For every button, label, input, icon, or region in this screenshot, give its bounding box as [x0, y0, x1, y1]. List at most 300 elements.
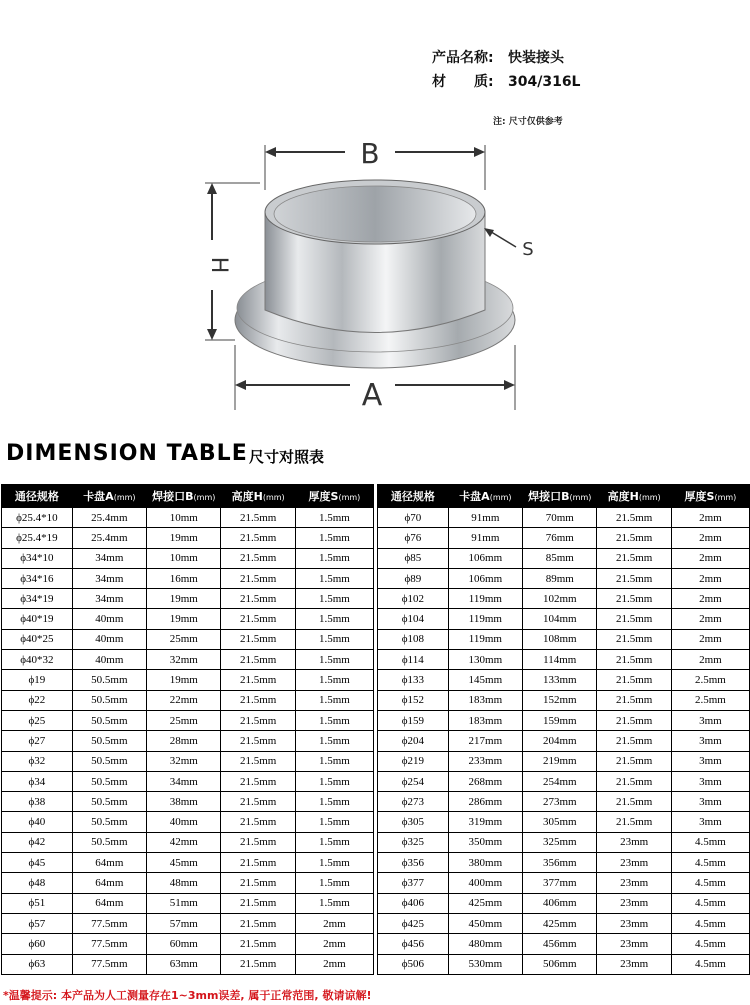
table-cell: 34mm	[72, 589, 146, 609]
table-cell: 19mm	[147, 589, 221, 609]
table-cell: 1.5mm	[295, 832, 373, 852]
table-cell: 77.5mm	[72, 913, 146, 933]
material-value: 304/316L	[508, 74, 581, 90]
table-row	[378, 913, 750, 933]
table-cell: 1.5mm	[295, 751, 373, 771]
table-cell: 108mm	[523, 629, 597, 649]
table-cell: 21.5mm	[221, 568, 295, 588]
table-cell: 102mm	[523, 589, 597, 609]
table-cell: ϕ377	[378, 873, 449, 893]
table-cell: 23mm	[597, 954, 671, 974]
table-cell: 64mm	[72, 853, 146, 873]
table-cell: 3mm	[671, 751, 749, 771]
table-cell: ϕ356	[378, 853, 449, 873]
table-cell: 21.5mm	[221, 629, 295, 649]
table-cell: 159mm	[523, 710, 597, 730]
table-row	[2, 731, 374, 751]
table-row	[378, 589, 750, 609]
table-row	[378, 710, 750, 730]
column-header-unit: (mm)	[489, 493, 512, 502]
table-cell: 145mm	[448, 670, 522, 690]
table-cell: 2mm	[671, 629, 749, 649]
table-cell: 21.5mm	[597, 690, 671, 710]
table-row	[2, 913, 374, 933]
column-header-label: 焊接口B	[528, 490, 570, 503]
table-row	[378, 751, 750, 771]
table-cell: 23mm	[597, 893, 671, 913]
table-cell: 50.5mm	[72, 751, 146, 771]
column-header	[523, 485, 597, 508]
table-cell: 50.5mm	[72, 812, 146, 832]
label-a: A	[361, 378, 383, 413]
table-cell: 57mm	[147, 913, 221, 933]
table-cell: 2.5mm	[671, 690, 749, 710]
table-cell: 50.5mm	[72, 771, 146, 791]
table-cell: 85mm	[523, 548, 597, 568]
table-cell: ϕ40*25	[2, 629, 73, 649]
table-cell: 2mm	[671, 528, 749, 548]
column-header-label: 焊接口B	[152, 490, 194, 503]
table-cell: 506mm	[523, 954, 597, 974]
table-row	[378, 853, 750, 873]
table-cell: 23mm	[597, 873, 671, 893]
table-cell: 130mm	[448, 650, 522, 670]
table-cell: 1.5mm	[295, 812, 373, 832]
table-cell: 2mm	[671, 548, 749, 568]
table-cell: 16mm	[147, 568, 221, 588]
table-row	[378, 771, 750, 791]
table-row	[2, 528, 374, 548]
table-row	[378, 690, 750, 710]
table-cell: 50.5mm	[72, 731, 146, 751]
table-row	[2, 690, 374, 710]
table-cell: ϕ102	[378, 589, 449, 609]
table-cell: 254mm	[523, 771, 597, 791]
reference-note: 注: 尺寸仅供参考	[493, 117, 563, 127]
table-cell: 21.5mm	[597, 812, 671, 832]
table-cell: 48mm	[147, 873, 221, 893]
table-cell: 1.5mm	[295, 670, 373, 690]
table-cell: 3mm	[671, 792, 749, 812]
product-info	[432, 46, 580, 94]
table-cell: 28mm	[147, 731, 221, 751]
table-cell: ϕ305	[378, 812, 449, 832]
table-row	[378, 954, 750, 974]
table-cell: 377mm	[523, 873, 597, 893]
table-cell: 40mm	[72, 609, 146, 629]
table-cell: ϕ63	[2, 954, 73, 974]
table-cell: 1.5mm	[295, 548, 373, 568]
column-header	[671, 485, 749, 508]
table-cell: 480mm	[448, 934, 522, 954]
table-cell: ϕ34	[2, 771, 73, 791]
table-cell: 1.5mm	[295, 873, 373, 893]
table-cell: 32mm	[147, 650, 221, 670]
table-cell: 133mm	[523, 670, 597, 690]
table-cell: 152mm	[523, 690, 597, 710]
table-cell: 40mm	[72, 629, 146, 649]
table-row	[378, 670, 750, 690]
column-header	[295, 485, 373, 508]
column-header-unit: (mm)	[193, 493, 216, 502]
table-cell: 45mm	[147, 853, 221, 873]
table-row	[2, 508, 374, 528]
table-cell: ϕ27	[2, 731, 73, 751]
table-cell: 21.5mm	[221, 954, 295, 974]
column-header-label: 高度H	[607, 490, 639, 503]
table-cell: 21.5mm	[221, 913, 295, 933]
table-cell: ϕ85	[378, 548, 449, 568]
table-cell: ϕ219	[378, 751, 449, 771]
column-header	[147, 485, 221, 508]
table-cell: 40mm	[147, 812, 221, 832]
table-cell: 21.5mm	[221, 609, 295, 629]
table-row	[2, 629, 374, 649]
table-row	[2, 710, 374, 730]
dimension-s	[484, 228, 534, 260]
table-header-row	[378, 485, 750, 508]
table-row	[378, 893, 750, 913]
column-header-unit: (mm)	[569, 493, 592, 502]
table-cell: 50.5mm	[72, 710, 146, 730]
table-cell: 2mm	[671, 589, 749, 609]
table-cell: 21.5mm	[597, 710, 671, 730]
dimension-table-left	[1, 484, 374, 975]
column-header-unit: (mm)	[638, 493, 661, 502]
table-cell: 4.5mm	[671, 934, 749, 954]
column-header	[221, 485, 295, 508]
table-cell: 106mm	[448, 568, 522, 588]
table-cell: 21.5mm	[221, 832, 295, 852]
column-header-label: 通径规格	[390, 490, 435, 503]
table-cell: 1.5mm	[295, 893, 373, 913]
table-cell: ϕ40*19	[2, 609, 73, 629]
table-cell: 1.5mm	[295, 568, 373, 588]
table-cell: ϕ45	[2, 853, 73, 873]
table-cell: 204mm	[523, 731, 597, 751]
table-cell: 119mm	[448, 609, 522, 629]
table-cell: 77.5mm	[72, 954, 146, 974]
table-cell: ϕ32	[2, 751, 73, 771]
table-cell: ϕ325	[378, 832, 449, 852]
table-cell: 10mm	[147, 548, 221, 568]
table-cell: 21.5mm	[221, 690, 295, 710]
table-cell: 106mm	[448, 548, 522, 568]
table-cell: 286mm	[448, 792, 522, 812]
table-cell: 3mm	[671, 731, 749, 751]
column-header-label: 卡盘A	[459, 490, 490, 503]
table-cell: 34mm	[72, 548, 146, 568]
table-cell: ϕ406	[378, 893, 449, 913]
table-row	[378, 873, 750, 893]
table-cell: 380mm	[448, 853, 522, 873]
table-cell: 1.5mm	[295, 650, 373, 670]
table-row	[378, 548, 750, 568]
table-cell: 63mm	[147, 954, 221, 974]
table-cell: ϕ506	[378, 954, 449, 974]
table-row	[378, 568, 750, 588]
table-cell: 21.5mm	[221, 771, 295, 791]
table-cell: 34mm	[147, 771, 221, 791]
table-cell: 273mm	[523, 792, 597, 812]
table-cell: 50.5mm	[72, 792, 146, 812]
table-cell: ϕ70	[378, 508, 449, 528]
table-cell: 77.5mm	[72, 934, 146, 954]
table-cell: 21.5mm	[597, 589, 671, 609]
table-cell: 3mm	[671, 710, 749, 730]
label-s: S	[522, 239, 534, 260]
column-header	[597, 485, 671, 508]
table-cell: ϕ273	[378, 792, 449, 812]
table-cell: 23mm	[597, 934, 671, 954]
table-cell: 456mm	[523, 934, 597, 954]
column-header-unit: (mm)	[338, 493, 361, 502]
table-row	[2, 873, 374, 893]
table-row	[378, 812, 750, 832]
table-cell: 23mm	[597, 853, 671, 873]
table-row	[2, 954, 374, 974]
table-cell: 1.5mm	[295, 528, 373, 548]
column-header-label: 卡盘A	[83, 490, 114, 503]
table-cell: ϕ22	[2, 690, 73, 710]
table-cell: 21.5mm	[221, 548, 295, 568]
table-cell: 40mm	[72, 650, 146, 670]
table-cell: 21.5mm	[221, 873, 295, 893]
table-cell: 4.5mm	[671, 954, 749, 974]
table-cell: 21.5mm	[597, 792, 671, 812]
table-cell: 406mm	[523, 893, 597, 913]
table-row	[378, 609, 750, 629]
table-row	[378, 528, 750, 548]
table-cell: ϕ89	[378, 568, 449, 588]
table-cell: 23mm	[597, 913, 671, 933]
table-cell: ϕ152	[378, 690, 449, 710]
table-cell: 1.5mm	[295, 771, 373, 791]
table-cell: 21.5mm	[597, 650, 671, 670]
table-cell: ϕ114	[378, 650, 449, 670]
table-row	[2, 771, 374, 791]
table-body-right	[378, 508, 750, 975]
table-cell: ϕ133	[378, 670, 449, 690]
table-cell: 425mm	[448, 893, 522, 913]
table-cell: 21.5mm	[597, 771, 671, 791]
table-cell: 70mm	[523, 508, 597, 528]
table-cell: 4.5mm	[671, 913, 749, 933]
table-cell: 2mm	[295, 913, 373, 933]
table-cell: 325mm	[523, 832, 597, 852]
table-cell: ϕ48	[2, 873, 73, 893]
table-cell: 219mm	[523, 751, 597, 771]
table-row	[2, 934, 374, 954]
table-cell: ϕ104	[378, 609, 449, 629]
table-cell: ϕ34*19	[2, 589, 73, 609]
table-cell: ϕ34*16	[2, 568, 73, 588]
table-row	[2, 853, 374, 873]
table-cell: ϕ40*32	[2, 650, 73, 670]
column-header-label: 通径规格	[14, 490, 59, 503]
table-cell: 450mm	[448, 913, 522, 933]
table-row	[378, 832, 750, 852]
table-cell: 21.5mm	[597, 609, 671, 629]
table-cell: 2mm	[671, 508, 749, 528]
table-cell: ϕ57	[2, 913, 73, 933]
table-cell: ϕ25.4*10	[2, 508, 73, 528]
table-cell: 23mm	[597, 832, 671, 852]
table-cell: 2.5mm	[671, 670, 749, 690]
table-cell: ϕ34*10	[2, 548, 73, 568]
table-cell: 25mm	[147, 710, 221, 730]
column-header-unit: (mm)	[113, 493, 136, 502]
table-cell: 21.5mm	[597, 751, 671, 771]
table-cell: 21.5mm	[597, 548, 671, 568]
table-cell: 60mm	[147, 934, 221, 954]
table-cell: 183mm	[448, 710, 522, 730]
table-cell: 42mm	[147, 832, 221, 852]
table-row	[378, 731, 750, 751]
table-cell: ϕ19	[2, 670, 73, 690]
table-row	[2, 548, 374, 568]
table-cell: 1.5mm	[295, 792, 373, 812]
table-cell: 2mm	[671, 568, 749, 588]
table-cell: ϕ204	[378, 731, 449, 751]
table-cell: ϕ25	[2, 710, 73, 730]
table-cell: 114mm	[523, 650, 597, 670]
table-cell: ϕ76	[378, 528, 449, 548]
table-cell: 91mm	[448, 508, 522, 528]
table-cell: 356mm	[523, 853, 597, 873]
table-cell: ϕ42	[2, 832, 73, 852]
table-cell: 19mm	[147, 670, 221, 690]
table-cell: 89mm	[523, 568, 597, 588]
table-cell: 21.5mm	[221, 528, 295, 548]
table-cell: ϕ60	[2, 934, 73, 954]
table-cell: 530mm	[448, 954, 522, 974]
table-cell: 305mm	[523, 812, 597, 832]
table-cell: 2mm	[671, 609, 749, 629]
table-row	[2, 650, 374, 670]
table-cell: 51mm	[147, 893, 221, 913]
table-cell: 2mm	[671, 650, 749, 670]
table-cell: 19mm	[147, 528, 221, 548]
column-header-unit: (mm)	[714, 493, 737, 502]
column-header	[2, 485, 73, 508]
table-cell: 119mm	[448, 589, 522, 609]
table-row	[2, 832, 374, 852]
table-cell: 2mm	[295, 934, 373, 954]
table-cell: 21.5mm	[597, 629, 671, 649]
table-cell: 425mm	[523, 913, 597, 933]
column-header	[448, 485, 522, 508]
table-cell: 3mm	[671, 771, 749, 791]
ferrule-diagram	[170, 130, 590, 420]
table-cell: 21.5mm	[597, 670, 671, 690]
table-cell: 21.5mm	[597, 508, 671, 528]
disclaimer-warning: *温馨提示: 本产品为人工测量存在1~3mm误差, 属于正常范围, 敬请谅解!	[3, 989, 372, 1002]
table-cell: 21.5mm	[221, 589, 295, 609]
table-cell: 10mm	[147, 508, 221, 528]
table-cell: 21.5mm	[597, 731, 671, 751]
table-cell: 21.5mm	[221, 710, 295, 730]
table-cell: 1.5mm	[295, 690, 373, 710]
table-cell: 64mm	[72, 873, 146, 893]
table-row	[2, 568, 374, 588]
table-cell: 400mm	[448, 873, 522, 893]
table-cell: ϕ456	[378, 934, 449, 954]
table-cell: 21.5mm	[221, 751, 295, 771]
table-cell: 21.5mm	[597, 528, 671, 548]
table-cell: 21.5mm	[221, 853, 295, 873]
dimension-table-right	[377, 484, 750, 975]
table-cell: 217mm	[448, 731, 522, 751]
table-row	[378, 934, 750, 954]
table-cell: 50.5mm	[72, 670, 146, 690]
table-row	[2, 589, 374, 609]
table-cell: 1.5mm	[295, 710, 373, 730]
tube-body	[265, 180, 485, 333]
table-row	[378, 629, 750, 649]
table-row	[378, 508, 750, 528]
product-name-value: 快装接头	[508, 50, 564, 66]
product-name-label: 产品名称:	[432, 50, 494, 66]
table-cell: 21.5mm	[221, 508, 295, 528]
table-cell: 350mm	[448, 832, 522, 852]
table-cell: 21.5mm	[221, 934, 295, 954]
table-cell: 1.5mm	[295, 853, 373, 873]
column-header-unit: (mm)	[262, 493, 285, 502]
table-cell: 21.5mm	[221, 670, 295, 690]
table-row	[2, 893, 374, 913]
table-cell: 22mm	[147, 690, 221, 710]
table-cell: 268mm	[448, 771, 522, 791]
table-cell: 25mm	[147, 629, 221, 649]
table-row	[378, 792, 750, 812]
table-cell: ϕ38	[2, 792, 73, 812]
table-cell: 38mm	[147, 792, 221, 812]
table-cell: 50.5mm	[72, 690, 146, 710]
table-cell: ϕ40	[2, 812, 73, 832]
table-cell: 21.5mm	[221, 893, 295, 913]
table-cell: 2mm	[295, 954, 373, 974]
table-cell: ϕ159	[378, 710, 449, 730]
table-cell: 4.5mm	[671, 853, 749, 873]
column-header	[378, 485, 449, 508]
table-cell: 50.5mm	[72, 832, 146, 852]
table-title: DIMENSION TABLE	[6, 441, 248, 466]
table-row	[2, 670, 374, 690]
table-header-row	[2, 485, 374, 508]
table-cell: 21.5mm	[221, 812, 295, 832]
table-cell: 119mm	[448, 629, 522, 649]
table-cell: 1.5mm	[295, 609, 373, 629]
column-header-label: 厚度S	[308, 490, 339, 503]
material-row	[432, 70, 580, 94]
table-cell: 21.5mm	[221, 731, 295, 751]
table-cell: ϕ108	[378, 629, 449, 649]
table-cell: 76mm	[523, 528, 597, 548]
material-label: 材 质:	[432, 74, 494, 90]
table-cell: ϕ254	[378, 771, 449, 791]
table-row	[2, 751, 374, 771]
table-row	[2, 812, 374, 832]
table-body-left	[2, 508, 374, 975]
table-cell: 32mm	[147, 751, 221, 771]
table-cell: 34mm	[72, 568, 146, 588]
table-cell: 1.5mm	[295, 629, 373, 649]
column-header-label: 厚度S	[684, 490, 715, 503]
table-cell: 4.5mm	[671, 893, 749, 913]
table-cell: 1.5mm	[295, 589, 373, 609]
column-header-label: 高度H	[231, 490, 263, 503]
